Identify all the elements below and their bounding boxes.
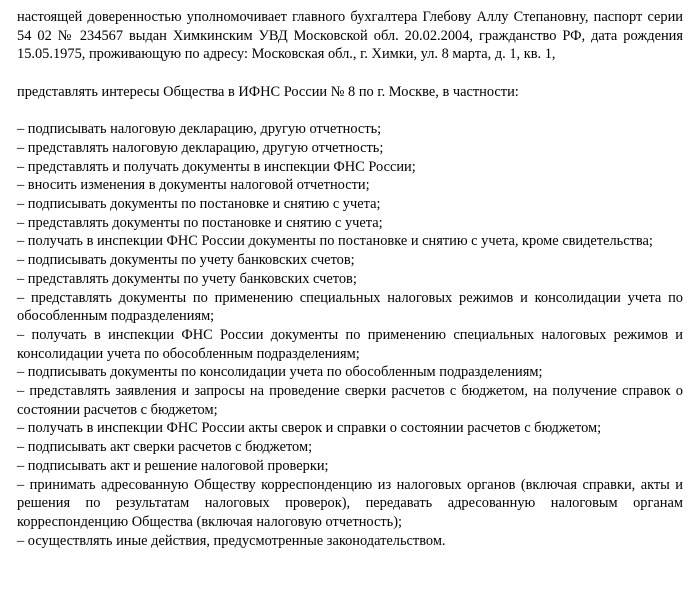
purpose-paragraph: представлять интересы Общества в ИФНС России № 8 по г. Москве, в частности: bbox=[17, 83, 519, 100]
list-item: – подписывать акт и решение налоговой проверки; bbox=[17, 457, 329, 474]
list-item: – подписывать документы по постановке и снятию с учета; bbox=[17, 196, 381, 212]
list-item: – принимать адресованную Обществу корреспонденцию из налоговых органов (включая справки, акты и решения по результатам налоговых проверок), передавать адресованную налоговым органам корреспонденцию Общества (включая налоговую отчетность); bbox=[17, 476, 683, 530]
list-item: – представлять налоговую декларацию, другую отчетность; bbox=[17, 139, 384, 156]
list-item: – представлять документы по постановке и снятию с учета; bbox=[17, 214, 383, 231]
list-item: – представлять документы по учету банковских счетов; bbox=[17, 270, 357, 287]
list-item: – вносить изменения в документы налоговой отчетности; bbox=[17, 177, 370, 194]
intro-paragraph: настоящей доверенностью уполномочивает главного бухгалтера Глебову Аллу Степановну, паспорт серии 54 02 № 234567 выдан Химкинским УВД Московской обл. 20.02.2004, гражданство РФ, дата рождения 15.05.1975, проживающую по адресу: Московская обл., г. Химки, ул. 8 марта, д. 1, кв. 1, bbox=[17, 9, 683, 63]
document-body bbox=[17, 8, 683, 550]
list-item: – подписывать документы по консолидации учета по обособленным подразделениям; bbox=[17, 364, 543, 381]
list-item: – представлять документы по применению специальных налоговых режимов и консолидации учета по обособленным подразделениям; bbox=[17, 289, 683, 325]
list-item: – представлять заявления и запросы на проведение сверки расчетов с бюджетом, на получение справок о состоянии расчетов с бюджетом; bbox=[17, 383, 683, 418]
powers-list bbox=[17, 120, 683, 550]
list-item: – подписывать налоговую декларацию, другую отчетность; bbox=[17, 121, 382, 138]
list-item: – получать в инспекции ФНС России документы по применению специальных налоговых режимов и консолидации учета по обособленным подразделениям; bbox=[17, 326, 683, 362]
list-item: – подписывать документы по учету банковских счетов; bbox=[17, 252, 355, 269]
list-item: – осуществлять иные действия, предусмотренные законодательством. bbox=[17, 532, 446, 549]
list-item: – подписывать акт сверки расчетов с бюджетом; bbox=[17, 439, 313, 456]
list-item: – представлять и получать документы в инспекции ФНС России; bbox=[17, 158, 416, 175]
list-item: – получать в инспекции ФНС России акты сверок и справки о состоянии расчетов с бюджетом; bbox=[17, 420, 602, 437]
list-item: – получать в инспекции ФНС России документы по постановке и снятию с учета, кроме свидетельства; bbox=[17, 233, 653, 250]
